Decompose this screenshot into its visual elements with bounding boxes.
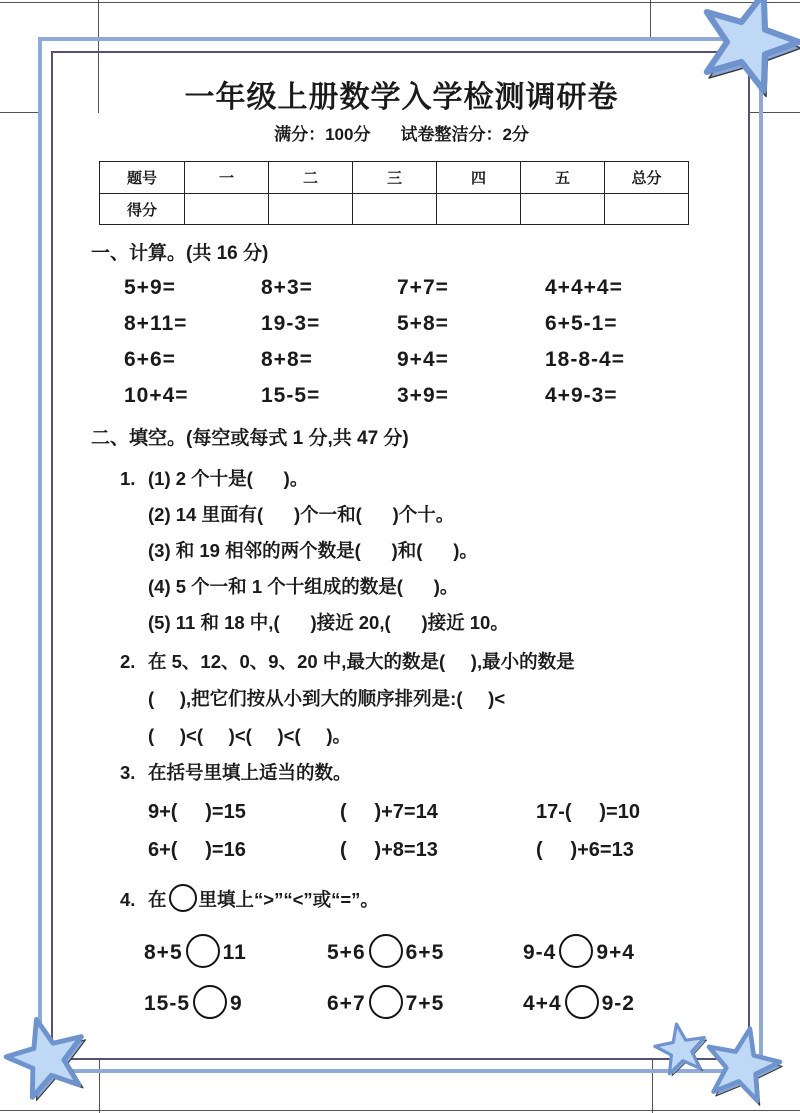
compare-circle-icon bbox=[559, 934, 593, 968]
item-2-text-line-1: 在 5、12、0、9、20 中,最大的数是( ),最小的数是 bbox=[148, 651, 575, 672]
bracket-equation: 6+( )=16 bbox=[148, 839, 246, 861]
calc-problem: 15-5= bbox=[261, 384, 321, 407]
fill-item-4-heading bbox=[120, 881, 712, 919]
compare-circle-icon bbox=[169, 884, 197, 912]
compare-problem bbox=[523, 929, 712, 976]
score-cell bbox=[521, 194, 605, 225]
score-cell bbox=[353, 194, 437, 225]
calc-problem: 8+8= bbox=[261, 348, 313, 371]
neatness-score-label: 试卷整洁分：2分 bbox=[400, 125, 529, 144]
calc-problem: 9+4= bbox=[397, 348, 449, 371]
calc-problem: 5+9= bbox=[124, 276, 176, 299]
header-part-4: 四 bbox=[437, 162, 521, 194]
item-2-number: 2. bbox=[120, 651, 136, 672]
calc-problem: 5+8= bbox=[397, 312, 449, 335]
hairline-top bbox=[0, 2, 800, 3]
item-3-equation-row-1 bbox=[148, 793, 712, 831]
compare-left: 4+4 bbox=[523, 992, 562, 1015]
paper-content bbox=[53, 53, 748, 1058]
score-cell bbox=[269, 194, 353, 225]
compare-problem bbox=[144, 929, 327, 976]
header-question-number: 题号 bbox=[100, 162, 185, 194]
item-4-heading-prefix: 在 bbox=[148, 889, 167, 910]
calc-problem: 4+4+4= bbox=[545, 276, 623, 299]
item-4-compare-row-1 bbox=[144, 929, 712, 976]
page-title: 一年级上册数学入学检测调研卷 bbox=[184, 81, 619, 114]
fill-item-1-line-2 bbox=[148, 497, 712, 533]
calc-problem: 6+5-1= bbox=[545, 312, 618, 335]
item-4-number: 4. bbox=[120, 889, 136, 910]
fill-item-1-line-5 bbox=[148, 605, 712, 641]
item-4-heading-suffix: 里填上“>”“<”或“=”。 bbox=[198, 889, 379, 910]
fill-item-2-line-1 bbox=[120, 643, 712, 680]
item-4-compare-row-2 bbox=[144, 980, 712, 1027]
score-cell bbox=[437, 194, 521, 225]
compare-circle-icon bbox=[565, 985, 599, 1019]
score-row-label: 得分 bbox=[100, 194, 185, 225]
compare-left: 5+6 bbox=[327, 941, 366, 964]
compare-right: 9+4 bbox=[596, 941, 635, 964]
bracket-equation: ( )+8=13 bbox=[340, 839, 438, 861]
header-part-1: 一 bbox=[185, 162, 269, 194]
score-table bbox=[99, 161, 689, 225]
compare-problem bbox=[327, 980, 523, 1027]
header-part-5: 五 bbox=[521, 162, 605, 194]
compare-circle-icon bbox=[193, 985, 227, 1019]
calc-problem: 4+9-3= bbox=[545, 384, 618, 407]
hairline-bottom bbox=[0, 1110, 800, 1111]
section1-heading: 一、计算。(共 16 分) bbox=[91, 243, 269, 264]
calc-problem: 19-3= bbox=[261, 312, 321, 335]
fill-item-1-line-4 bbox=[148, 569, 712, 605]
compare-left: 6+7 bbox=[327, 992, 366, 1015]
calculation-grid bbox=[124, 276, 712, 408]
score-cell bbox=[185, 194, 269, 225]
fill-item-1-line-1 bbox=[120, 461, 712, 497]
calc-problem: 18-8-4= bbox=[545, 348, 625, 371]
compare-left: 15-5 bbox=[144, 992, 191, 1015]
calc-problem: 10+4= bbox=[124, 384, 189, 407]
fill-item-1-line-3 bbox=[148, 533, 712, 569]
bracket-equation: 9+( )=15 bbox=[148, 801, 246, 823]
calc-problem: 8+3= bbox=[261, 276, 313, 299]
item-1-sub-4: (4) 5 个一和 1 个十组成的数是( )。 bbox=[148, 576, 459, 597]
bracket-equation: ( )+6=13 bbox=[536, 839, 634, 861]
score-cell bbox=[605, 194, 689, 225]
compare-right: 9 bbox=[230, 992, 243, 1015]
header-part-2: 二 bbox=[269, 162, 353, 194]
compare-right: 9-2 bbox=[601, 992, 635, 1015]
item-1-sub-5: (5) 11 和 18 中,( )接近 20,( )接近 10。 bbox=[148, 612, 509, 633]
item-1-number: 1. bbox=[120, 468, 136, 489]
fill-item-2-line-2 bbox=[148, 680, 712, 717]
fill-item-3-heading bbox=[120, 757, 712, 789]
compare-problem bbox=[327, 929, 523, 976]
item-1-sub-1: (1) 2 个十是( )。 bbox=[148, 468, 309, 489]
decorative-star-icon bbox=[692, 1016, 792, 1113]
item-2-text-line-2: ( ),把它们按从小到大的顺序排列是:( )< bbox=[148, 688, 506, 709]
fill-item-2-line-3 bbox=[148, 717, 712, 754]
header-total: 总分 bbox=[605, 162, 689, 194]
compare-right: 7+5 bbox=[405, 992, 445, 1015]
outer-frame-border bbox=[38, 37, 763, 1073]
header-part-3: 三 bbox=[353, 162, 437, 194]
item-1-sub-2: (2) 14 里面有( )个一和( )个十。 bbox=[148, 504, 455, 525]
calc-problem: 7+7= bbox=[397, 276, 449, 299]
hairline-horizontal-left-top bbox=[0, 112, 42, 113]
section2-heading: 二、填空。(每空或每式 1 分,共 47 分) bbox=[91, 428, 409, 449]
score-table-score-row bbox=[100, 194, 689, 225]
compare-right: 6+5 bbox=[405, 941, 445, 964]
item-3-equation-row-2 bbox=[148, 831, 712, 869]
item-2-text-line-3: ( )<( )<( )<( )。 bbox=[148, 725, 351, 746]
item-1-sub-3: (3) 和 19 相邻的两个数是( )和( )。 bbox=[148, 540, 478, 561]
calc-problem: 8+11= bbox=[124, 312, 188, 335]
compare-right: 11 bbox=[222, 941, 247, 964]
compare-circle-icon bbox=[369, 985, 403, 1019]
compare-problem bbox=[144, 980, 327, 1027]
bracket-equation: 17-( )=10 bbox=[536, 801, 640, 823]
compare-circle-icon bbox=[186, 934, 220, 968]
item-3-number: 3. bbox=[120, 762, 136, 783]
item-3-heading-text: 在括号里填上适当的数。 bbox=[148, 762, 352, 783]
hairline-vertical-mid-top bbox=[650, 0, 651, 40]
compare-left: 9-4 bbox=[523, 941, 557, 964]
calc-problem: 3+9= bbox=[397, 384, 449, 407]
full-score-label: 满分：100分 bbox=[274, 125, 371, 144]
compare-left: 8+5 bbox=[144, 941, 183, 964]
compare-circle-icon bbox=[369, 934, 403, 968]
score-summary bbox=[91, 124, 712, 145]
calc-problem: 6+6= bbox=[124, 348, 176, 371]
score-table-header-row bbox=[100, 162, 689, 194]
inner-frame-border bbox=[51, 51, 750, 1060]
bracket-equation: ( )+7=14 bbox=[340, 801, 438, 823]
